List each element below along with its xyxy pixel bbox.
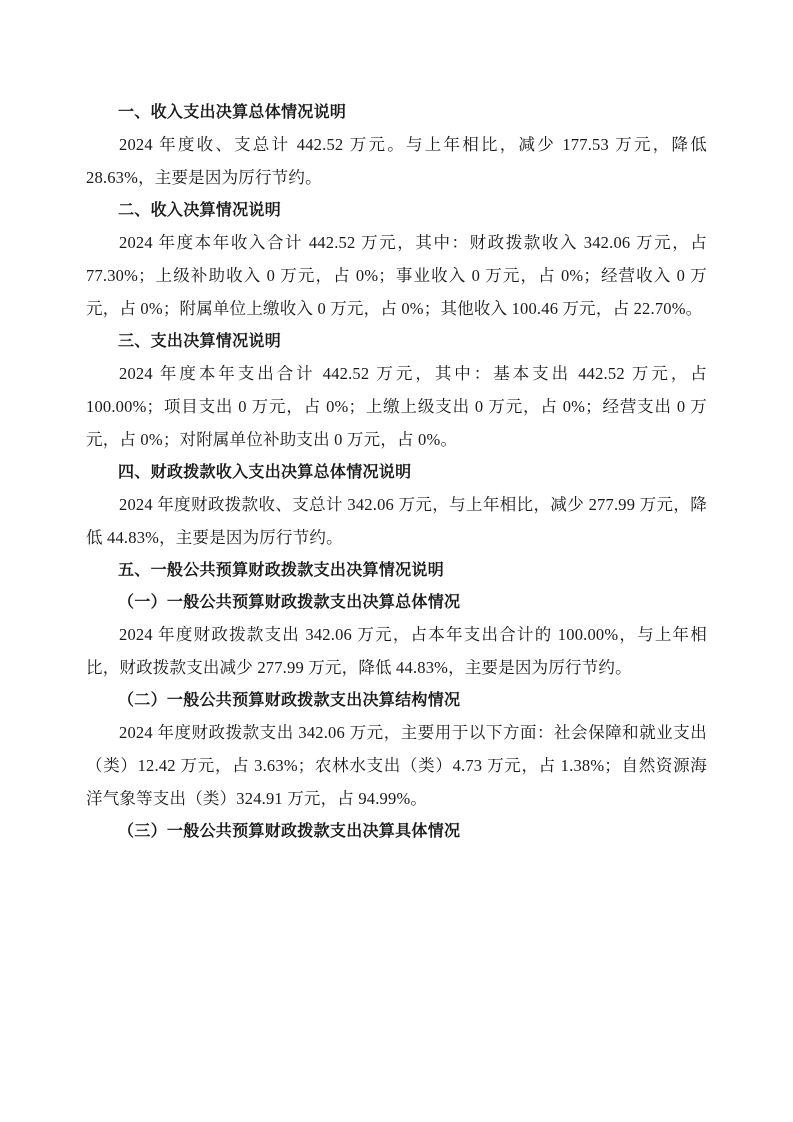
section-paragraph-2: 2024 年度本年收入合计 442.52 万元，其中：财政拨款收入 342.06 万元，占 77.30%；上级补助收入 0 万元，占 0%；事业收入 0 万元，占 0%；经营收入 0 万元，占 0%；附属单位上缴收入 0 万元，占 0%；其他收入 100.46 万元，占 22.70%。	[86, 233, 707, 318]
subsection-heading-5-1: （一）一般公共预算财政拨款支出决算总体情况	[118, 592, 461, 611]
document-body	[86, 96, 707, 847]
section-paragraph-1: 2024 年度收、支总计 442.52 万元。与上年相比，减少 177.53 万元，降低 28.63%，主要是因为厉行节约。	[86, 135, 707, 187]
section-paragraph-4: 2024 年度财政拨款收、支总计 342.06 万元，与上年相比，减少 277.99 万元，降低 44.83%，主要是因为厉行节约。	[86, 495, 707, 547]
section-heading-2: 二、收入决算情况说明	[118, 200, 282, 219]
subsection-heading-5-3: （三）一般公共预算财政拨款支出决算具体情况	[118, 821, 461, 840]
section-heading-3: 三、支出决算情况说明	[118, 331, 282, 350]
section-heading-5: 五、一般公共预算财政拨款支出决算情况说明	[118, 560, 445, 579]
section-heading-4: 四、财政拨款收入支出决算总体情况说明	[118, 462, 412, 481]
section-paragraph-3: 2024 年度本年支出合计 442.52 万元，其中：基本支出 442.52 万元，占 100.00%；项目支出 0 万元，占 0%；上缴上级支出 0 万元，占 0%；经营支出 0 万元，占 0%；对附属单位补助支出 0 万元，占 0%。	[86, 364, 707, 449]
subsection-paragraph-5-1: 2024 年度财政拨款支出 342.06 万元，占本年支出合计的 100.00%，与上年相比，财政拨款支出减少 277.99 万元，降低 44.83%，主要是因为厉行节约。	[86, 625, 707, 677]
subsection-heading-5-2: （二）一般公共预算财政拨款支出决算结构情况	[118, 690, 461, 709]
subsection-paragraph-5-2: 2024 年度财政拨款支出 342.06 万元，主要用于以下方面：社会保障和就业支出（类）12.42 万元，占 3.63%；农林水支出（类）4.73 万元，占 1.38%；自然资源海洋气象等支出（类）324.91 万元，占 94.99%。	[86, 723, 707, 808]
section-heading-1: 一、收入支出决算总体情况说明	[118, 102, 347, 121]
